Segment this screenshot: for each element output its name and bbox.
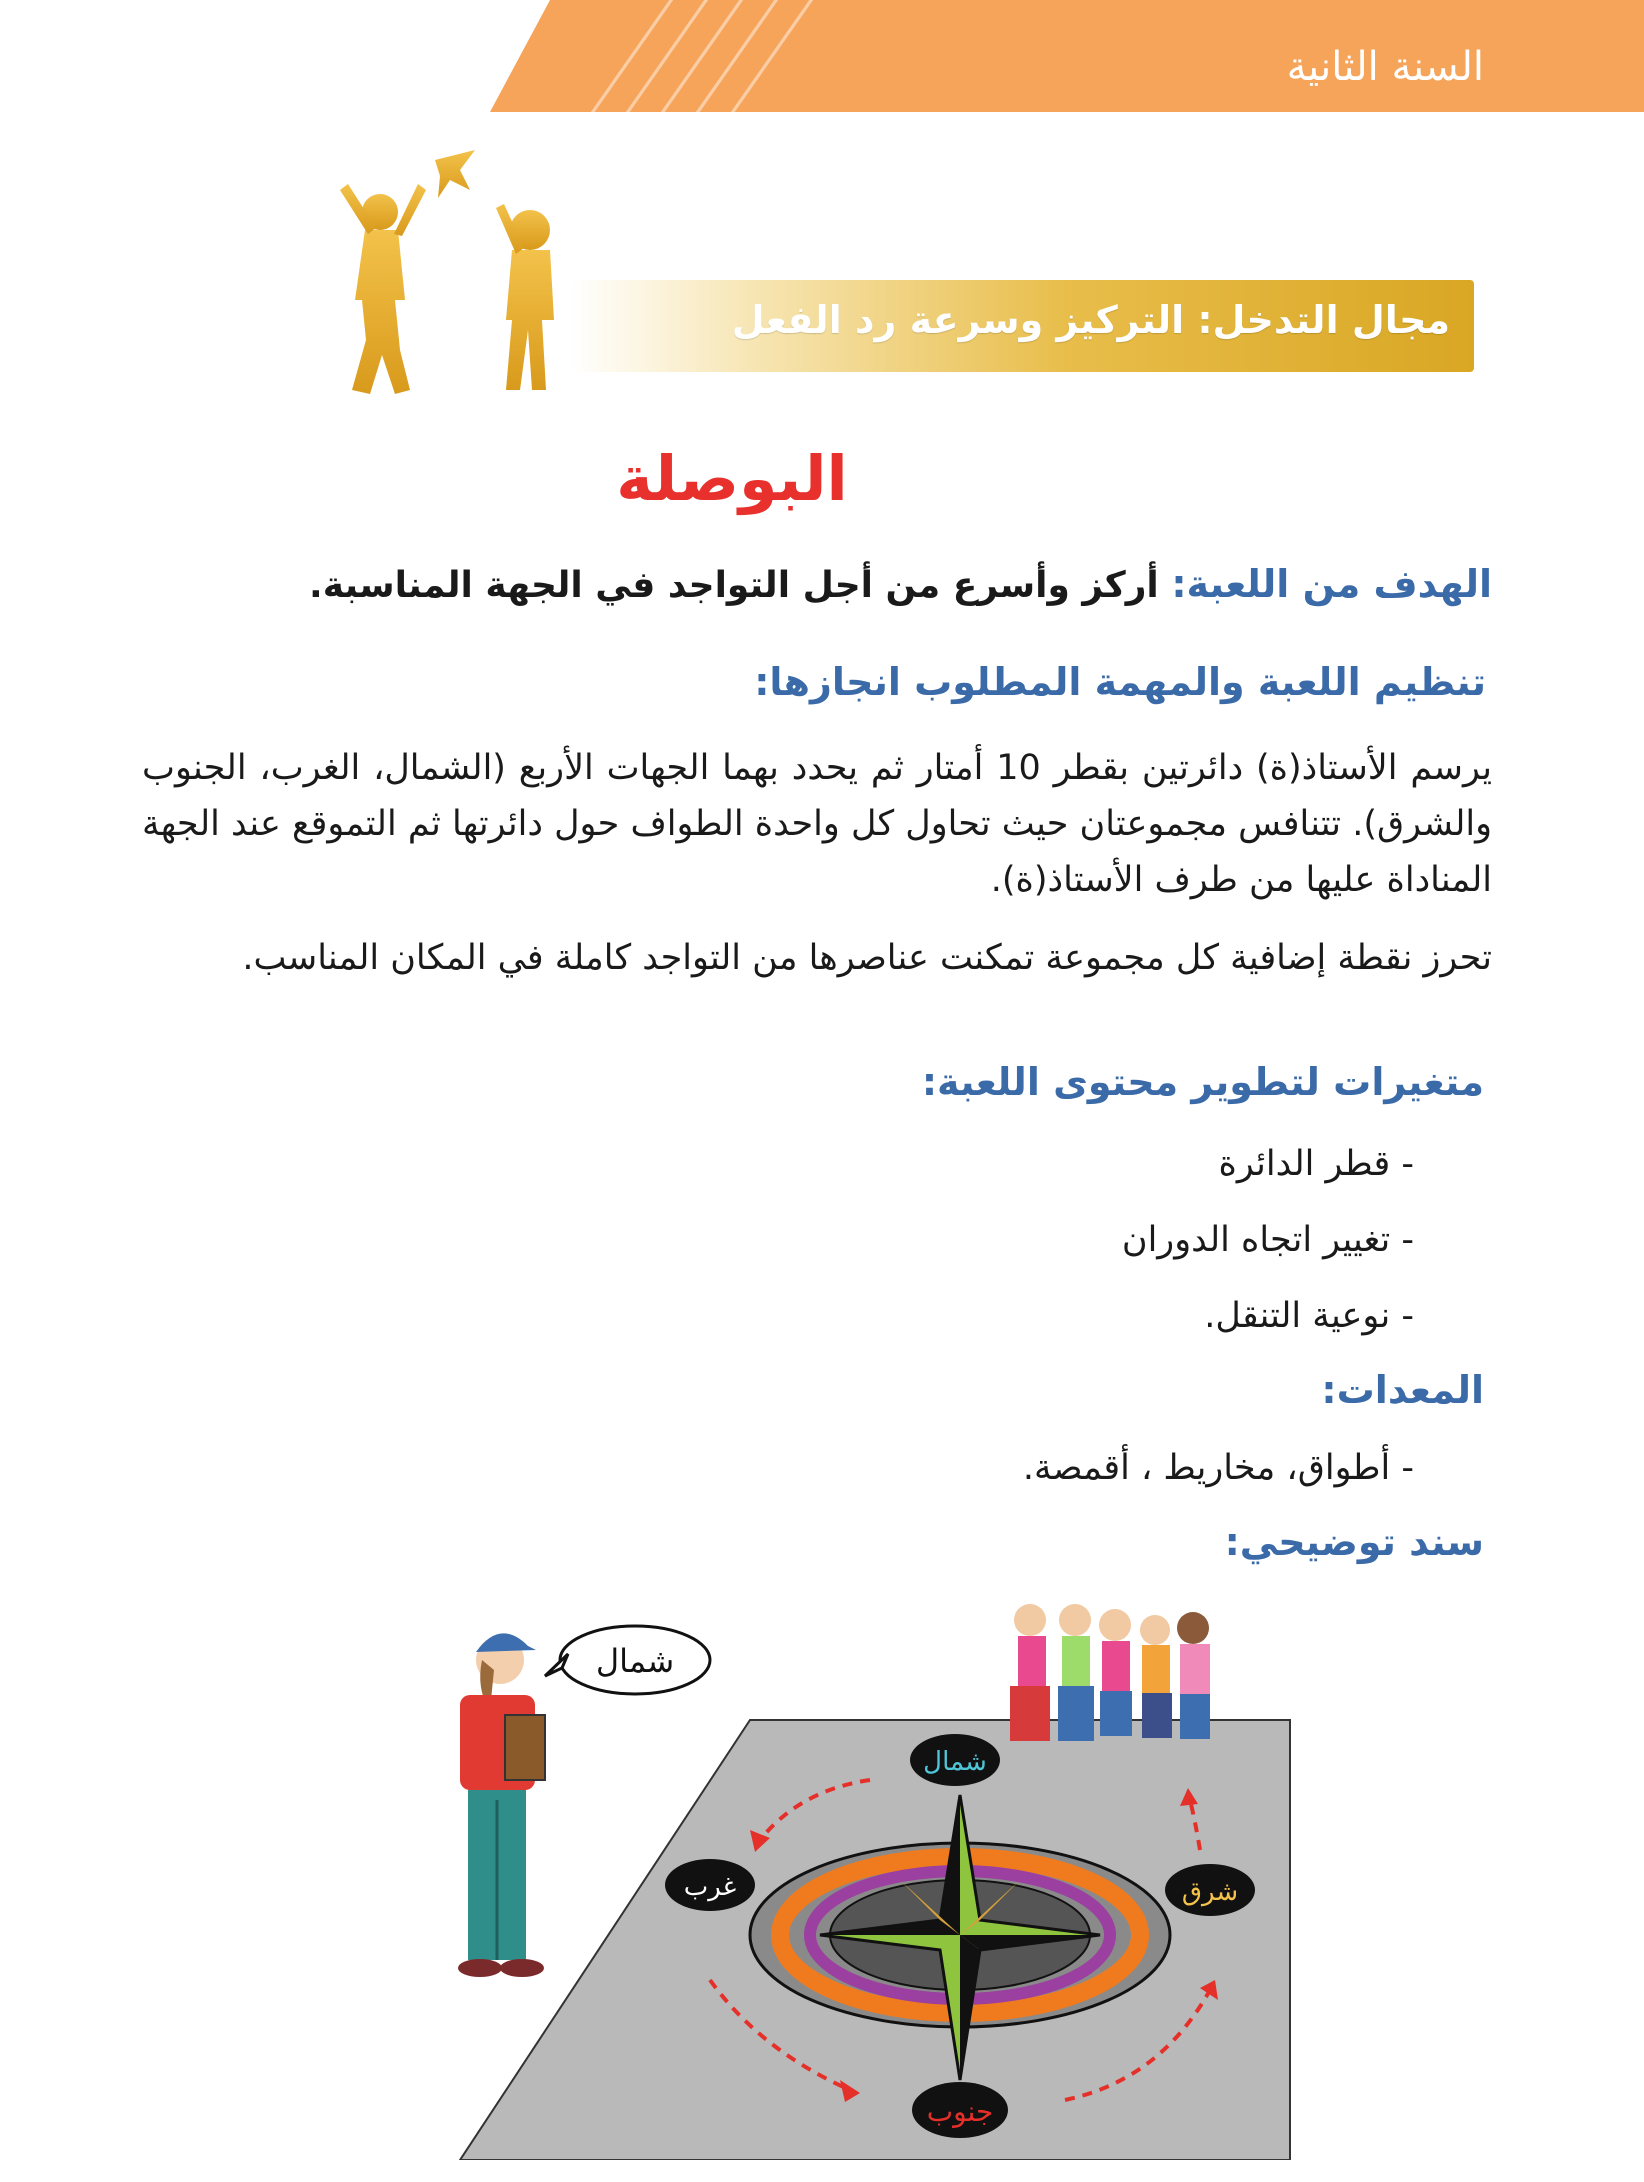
compass-game-illustration [300, 1590, 1300, 2160]
equipment-heading: المعدات: [1321, 1368, 1484, 1412]
domain-label: مجال التدخل: التركيز وسرعة رد الفعل [731, 298, 1450, 342]
teacher-figure [458, 1633, 545, 1977]
organization-paragraph-2: تحرز نقطة إضافية كل مجموعة تمكنت عناصرها من التواجد كاملة في المكان المناسب. [242, 938, 1492, 978]
east-label: شرق [1181, 1877, 1239, 1907]
list-item: - قطر الدائرة [1218, 1144, 1414, 1184]
objective-text: أركز وأسرع من أجل التواجد في الجهة المناسبة. [309, 565, 1159, 606]
objective-line [309, 562, 1492, 606]
objective-label: الهدف من اللعبة: [1171, 562, 1492, 606]
south-badge [912, 2082, 1008, 2138]
domain-banner [570, 280, 1474, 372]
west-label: غرب [683, 1872, 737, 1902]
speech-bubble [545, 1626, 710, 1694]
organization-heading: تنظيم اللعبة والمهمة المطلوب انجازها: [754, 660, 1486, 704]
east-badge [1165, 1864, 1255, 1916]
running-children-icon [1010, 1604, 1210, 1741]
list-item: - نوعية التنقل. [1204, 1296, 1414, 1336]
variables-heading: متغيرات لتطوير محتوى اللعبة: [921, 1060, 1484, 1104]
list-item: - أطواق، مخاريط ، أقمصة. [1022, 1448, 1414, 1488]
support-heading: سند توضيحي: [1224, 1520, 1484, 1564]
game-title: البوصلة [616, 442, 848, 515]
north-badge [910, 1734, 1000, 1786]
speech-bubble-text: شمال [595, 1642, 675, 1680]
list-item: - تغيير اتجاه الدوران [1121, 1220, 1414, 1260]
children-silhouette-icon [310, 150, 610, 410]
grade-label: السنة الثانية [1286, 44, 1484, 90]
organization-paragraph-1: يرسم الأستاذ(ة) دائرتين بقطر 10 أمتار ثم يحدد بهما الجهات الأربع (الشمال، الغرب، الجنوب والشرق). تتنافس مجموعتان حيث تحاول كل واحدة الطواف حول دائرتها ثم التموقع عند الجهة المناداة عليها من طرف الأستاذ(ة). [142, 748, 1492, 900]
south-label: جنوب [926, 2095, 994, 2128]
north-label: شمال [923, 1747, 987, 1777]
west-badge [665, 1859, 755, 1911]
